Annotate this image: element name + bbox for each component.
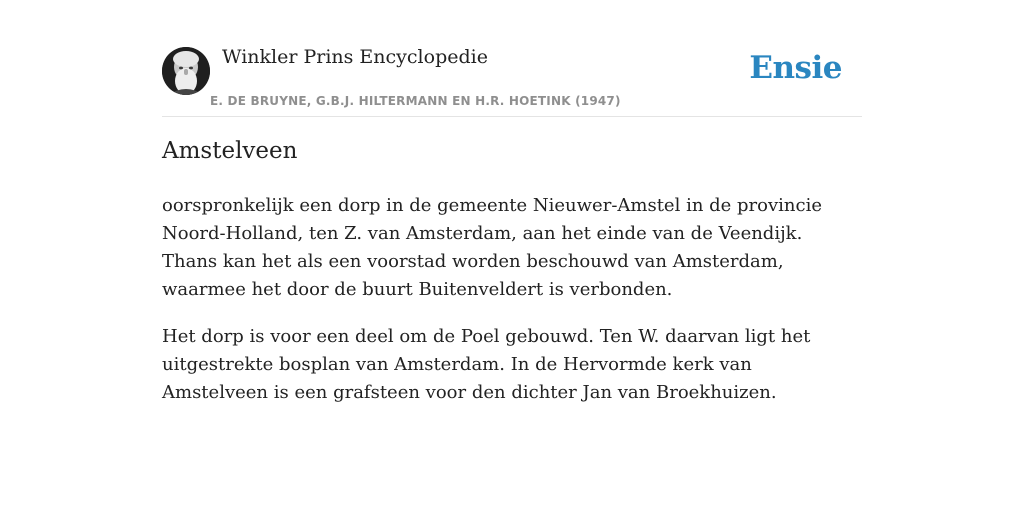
paragraph: Het dorp is voor een deel om de Poel gebouwd. Ten W. daarvan ligt het uitgestrekte bosplan van Amsterdam. In de Hervormde kerk van Amstelveen is een grafsteen voor den dichter Jan van Broekhuizen. xyxy=(162,326,811,403)
entry-title: Amstelveen xyxy=(162,138,298,164)
source-title-link[interactable]: Winkler Prins Encyclopedie xyxy=(222,46,488,68)
authors-line: E. DE BRUYNE, G.B.J. HILTERMANN EN H.R. HOETINK (1947) xyxy=(210,94,621,108)
paragraph: oorspronkelijk een dorp in de gemeente Nieuwer-Amstel in de provincie Noord-Holland, ten Z. van Amsterdam, aan het einde van de Veendijk. Thans kan het als een voorstad worden beschouwd van Amsterdam, waarmee het door de buurt Buitenveldert is verbonden. xyxy=(162,195,823,300)
author-portrait-icon xyxy=(162,47,210,95)
ensie-logo[interactable]: Ensie xyxy=(749,50,842,86)
author-avatar[interactable] xyxy=(162,47,210,95)
entry-body xyxy=(162,192,862,426)
page-header xyxy=(162,44,862,117)
